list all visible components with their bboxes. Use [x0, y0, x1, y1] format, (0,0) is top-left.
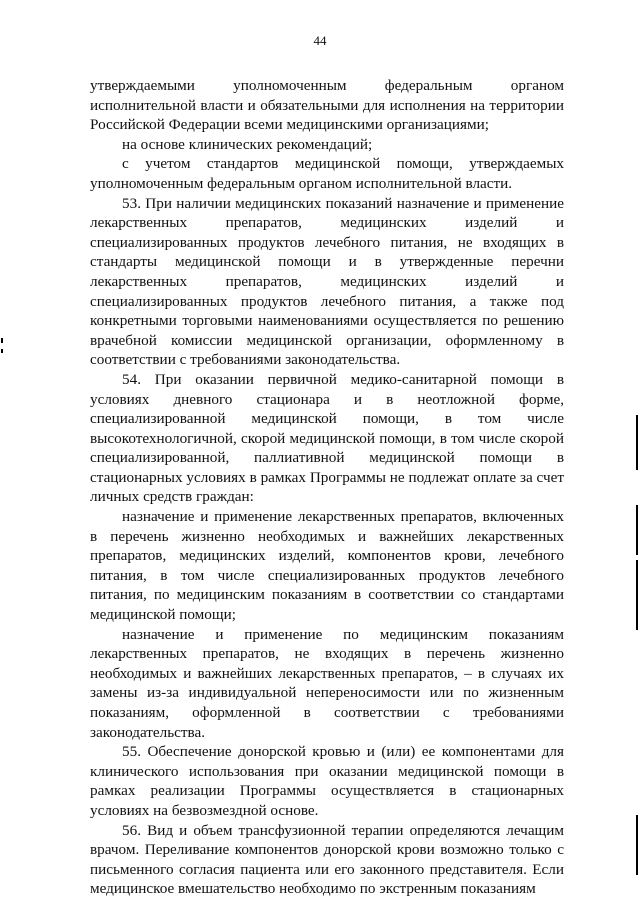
scan-artifact: [636, 560, 638, 630]
clause-54-item-2: назначение и применение по медицинским показаниям лекарственных препаратов, не входящих в перечень жизненно необходимых и важнейших лекарственных препаратов, – в случаях их замены из-за индивидуальной непереносимости или по жизненным показаниям, оформленной в соответствии с требованиями законодательства.: [90, 625, 564, 741]
clause-54-item-1: назначение и применение лекарственных препаратов, включенных в перечень жизненно необходимых и важнейших лекарственных препаратов, медицинских изделий, компонентов крови, лечебного питания, в том числе специализированных продуктов лечебного питания, по медицинским показаниям в соответствии со стандартами медицинской помощи;: [90, 508, 564, 624]
clause-54: 54. При оказании первичной медико-санитарной помощи в условиях дневного стационара и в неотложной форме, специализированной медицинской помощи, в том числе высокотехнологичной, скорой медицинской помощи, в том числе скорой специализированной, паллиативной медицинской помощи в стационарных условиях в рамках Программы не подлежат оплате за счет личных средств граждан:: [90, 370, 564, 506]
scan-artifact: [636, 815, 638, 875]
list-item-clinical-recommendations: на основе клинических рекомендаций;: [122, 135, 373, 153]
clause-53: 53. При наличии медицинских показаний назначение и применение лекарственных препаратов, медицинских изделий и специализированных продуктов лечебного питания, не входящих в стандарты медицинской помощи и в утвержденные перечни лекарственных препаратов, медицинских изделий и специализированных продуктов лечебного питания, а также под конкретными торговыми наименованиями осуществляется по решению врачебной комиссии медицинской организации, оформленному в соответствии с требованиями законодательства.: [90, 194, 564, 369]
page-number: 44: [313, 33, 327, 48]
list-item-care-standards: с учетом стандартов медицинской помощи, утверждаемых уполномоченным федеральным органом исполнительной власти.: [90, 155, 564, 192]
paragraph-continuation: утверждаемыми уполномоченным федеральным органом исполнительной власти и обязательными для исполнения на территории Российской Федерации всеми медицинскими организациями;: [90, 77, 564, 134]
clause-56: 56. Вид и объем трансфузионной терапии определяются лечащим врачом. Переливание компонентов донорской крови возможно только с письменного согласия пациента или его законного представителя. Если медицинское вмешательство необходимо по экстренным показаниям: [90, 821, 564, 898]
document-body: [90, 76, 564, 899]
scan-artifact: [636, 415, 638, 470]
scan-artifact: [1, 349, 3, 353]
scan-artifact: [1, 338, 3, 343]
clause-55: 55. Обеспечение донорской кровью и (или) ее компонентами для клинического использования при оказании медицинской помощи в рамках реализации Программы осуществляется в стационарных условиях на безвозмездной основе.: [90, 743, 564, 819]
scan-artifact: [636, 505, 638, 555]
